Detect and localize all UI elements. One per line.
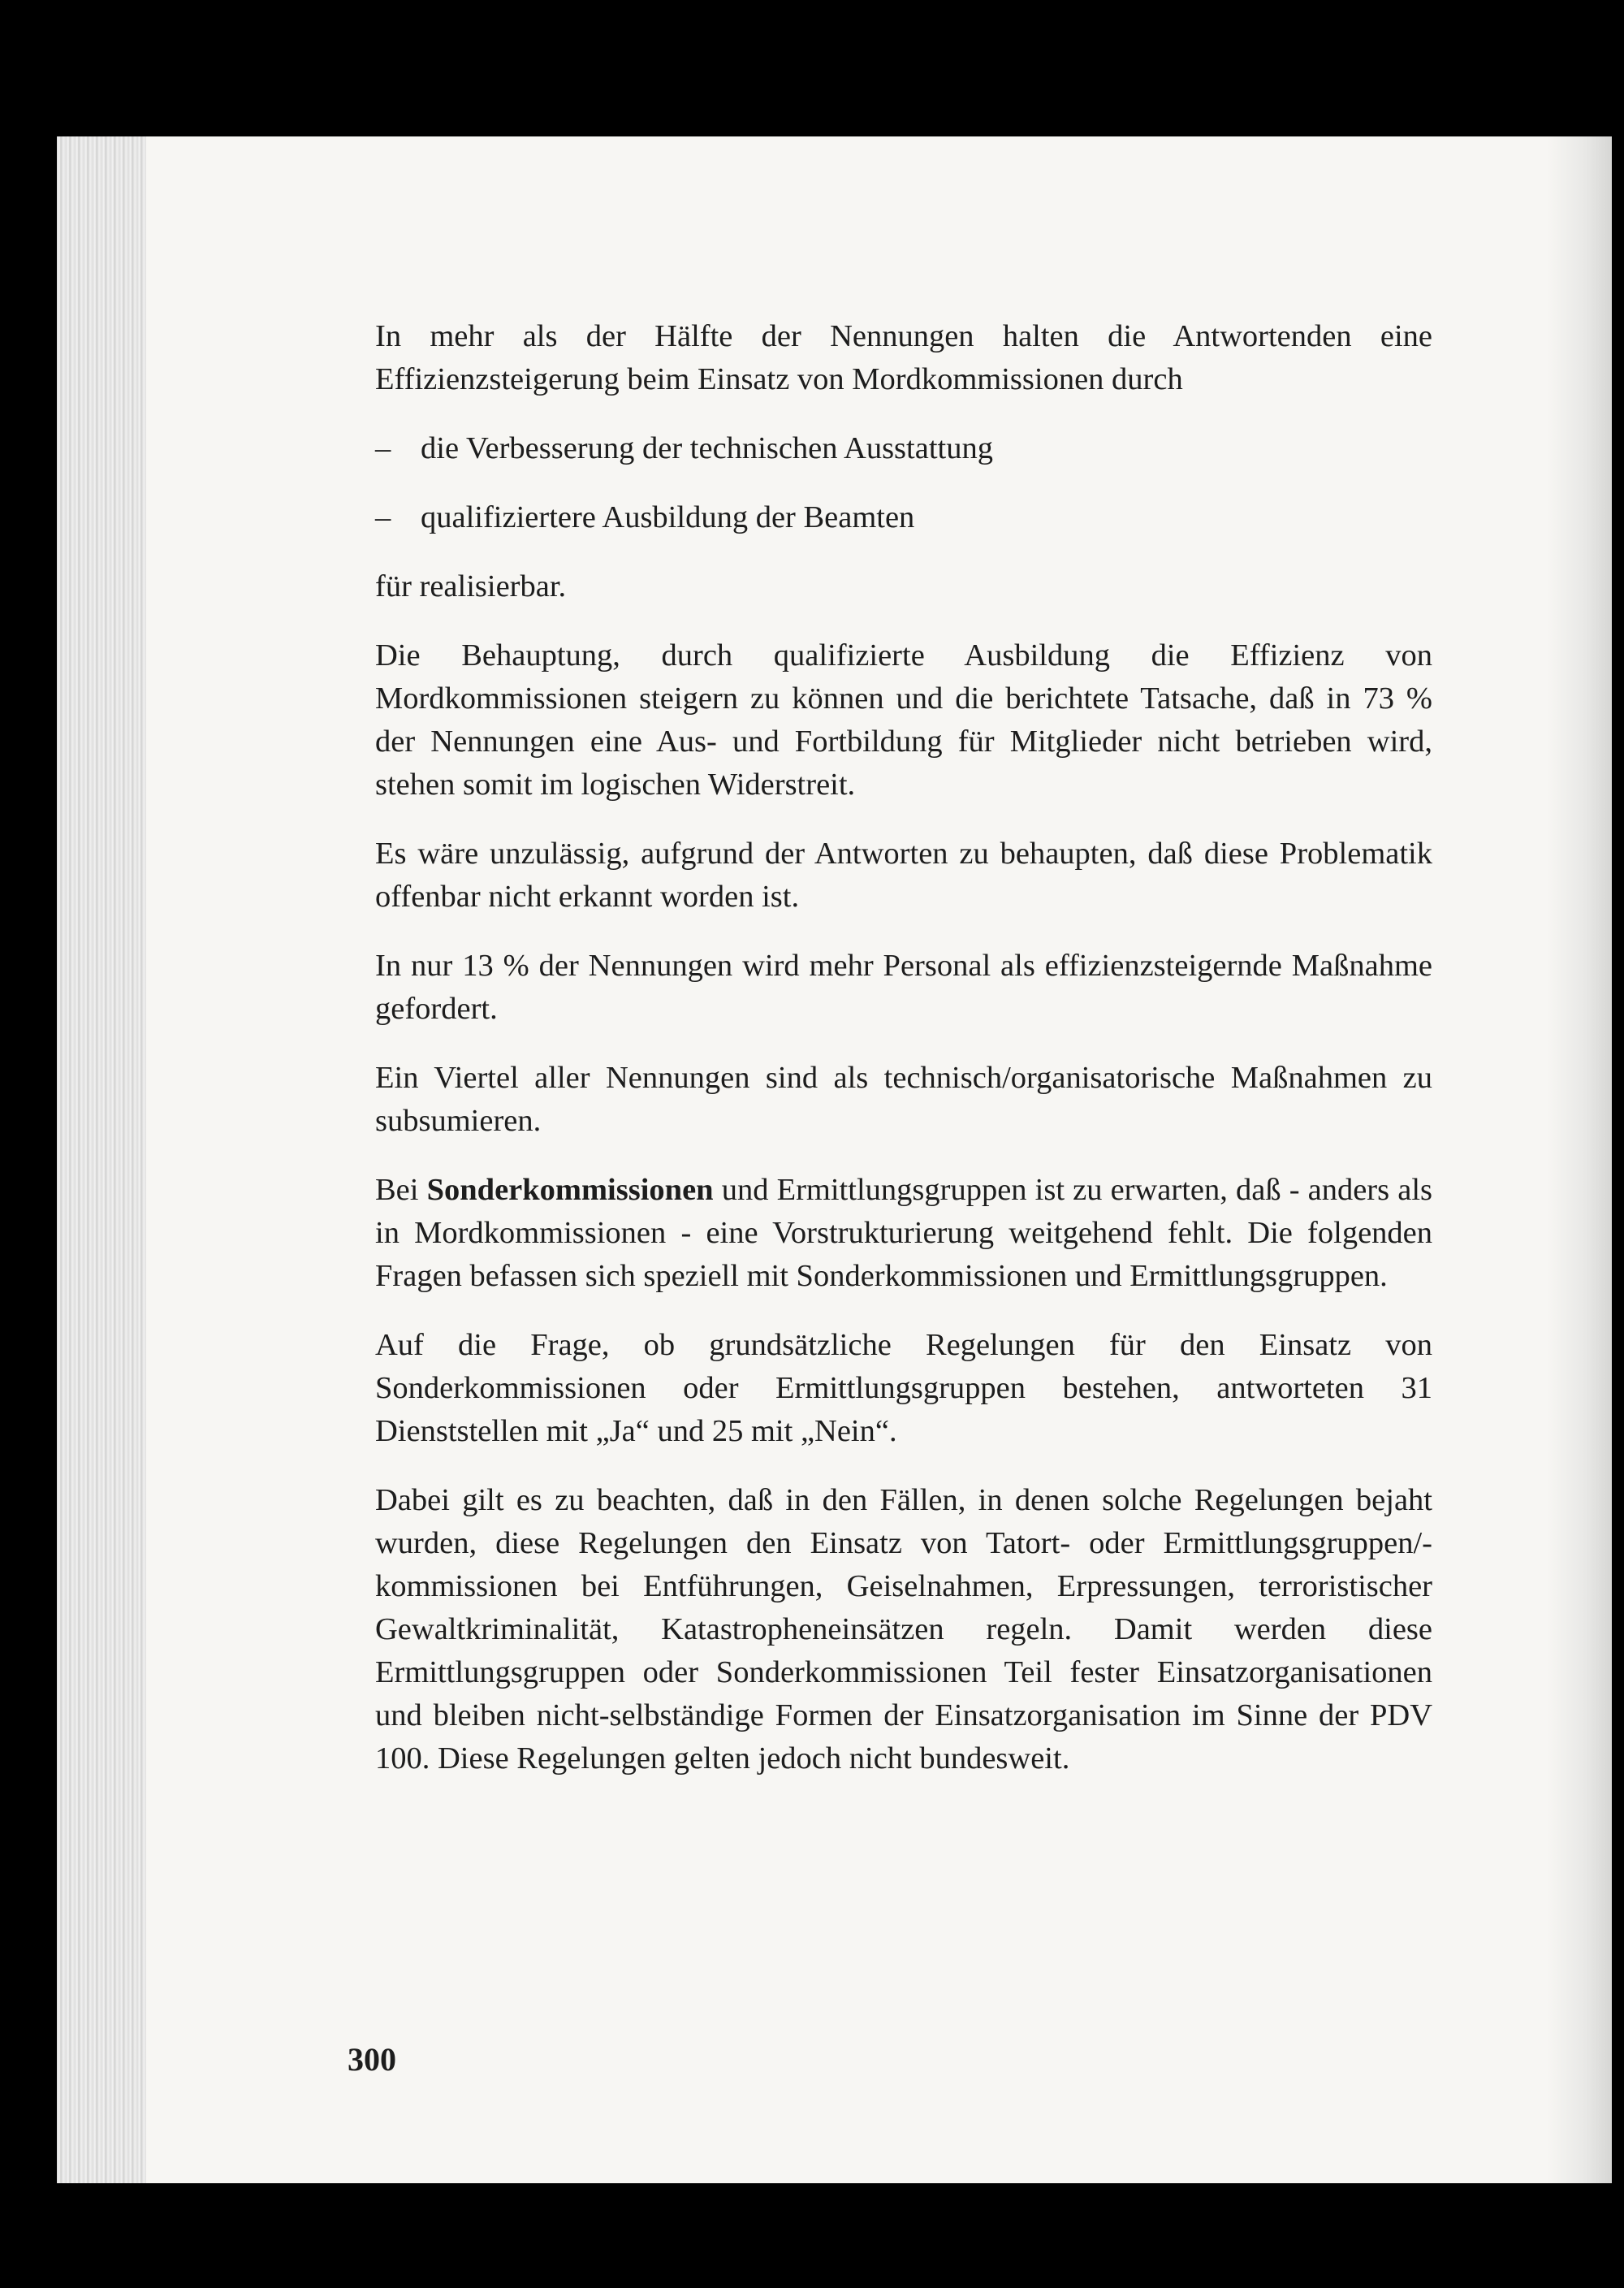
paragraph-realisierbar: für realisierbar. xyxy=(375,569,567,603)
list-dash: – xyxy=(375,431,391,465)
paragraph-behauptung: Die Behauptung, durch qualifizierte Ausbildung die Effizienz von Mordkommissionen steigern zu können und die berichtete Tatsache, daß in 73 % der Nennungen eine Aus- und Fortbildung für Mitglieder nicht betrieben wird, stehen somit im logischen Widerstreit. xyxy=(375,638,1432,802)
list-item xyxy=(375,496,1432,539)
paragraph-intro: In mehr als der Hälfte der Nennungen halten die Antwortenden eine Effizienzsteigerung beim Einsatz von Mordkommissionen durch xyxy=(375,319,1432,396)
page-body xyxy=(375,315,1432,1806)
list-item xyxy=(375,427,1432,470)
bold-term: Sonderkommissionen xyxy=(426,1173,714,1207)
paragraph-beachten: Dabei gilt es zu beachten, daß in den Fällen, in denen solche Regelungen bejaht wurden, diese Regelungen den Einsatz von Tatort- oder Ermittlungsgruppen/-kommissionen bei Entführungen, Geiselnahmen, Erpressungen, terroristischer Gewaltkriminalität, Katastropheneinsätzen regeln. Damit werden diese Ermittlungsgruppen oder Sonderkommissionen Teil fester Einsatzorganisationen und bleiben nicht-selbständige Formen der Einsatzorganisation im Sinne der PDV 100. Diese Regelungen gelten jedoch nicht bundesweit. xyxy=(375,1483,1432,1775)
page-number: 300 xyxy=(348,2041,396,2078)
paragraph-unzulaessig: Es wäre unzulässig, aufgrund der Antworten zu behaupten, daß diese Problematik offenbar nicht erkannt worden ist. xyxy=(375,837,1432,914)
paragraph-personal: In nur 13 % der Nennungen wird mehr Personal als effizienzsteigernde Maßnahme gefordert. xyxy=(375,949,1432,1026)
paragraph-text: und Ermittlungsgruppen ist zu erwarten, daß - anders als in Mordkommissionen - eine Vorstrukturierung weitgehend fehlt. Die folgenden Fragen befassen sich speziell mit Sonderkommissionen und Ermittlungsgruppen. xyxy=(375,1173,1432,1293)
paragraph-viertel: Ein Viertel aller Nennungen sind als technisch/organisatorische Maßnahmen zu subsumieren. xyxy=(375,1061,1432,1138)
page-gutter-shadow xyxy=(1547,136,1612,2183)
list-item-text: die Verbesserung der technischen Ausstattung xyxy=(421,431,993,465)
list-item-text: qualifiziertere Ausbildung der Beamten xyxy=(421,500,915,534)
page-edges xyxy=(57,136,146,2183)
list-dash: – xyxy=(375,500,391,534)
paragraph-sonderkommissionen xyxy=(375,1169,1432,1298)
paragraph-text: Bei xyxy=(375,1173,427,1207)
paragraph-frage: Auf die Frage, ob grundsätzliche Regelungen für den Einsatz von Sonderkommissionen oder Ermittlungsgruppen bestehen, antworteten 31 Dienststellen mit „Ja“ und 25 mit „Nein“. xyxy=(375,1328,1432,1448)
